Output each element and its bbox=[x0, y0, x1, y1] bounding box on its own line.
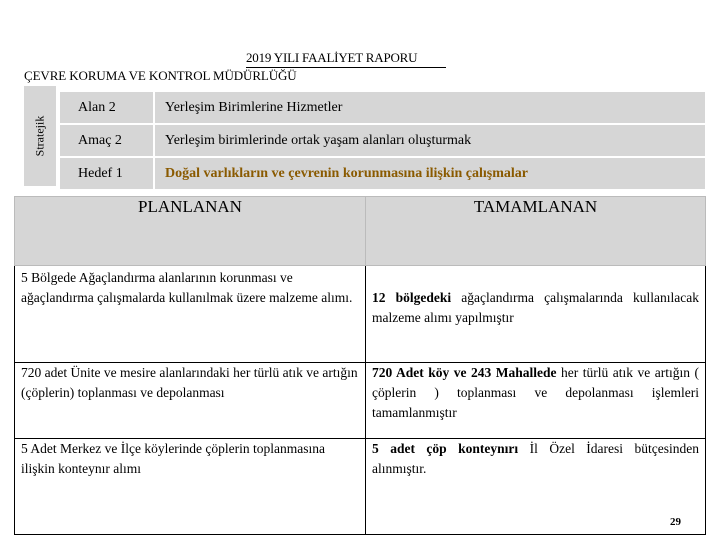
completed-cell bbox=[366, 266, 706, 363]
completed-highlight: 720 Adet köy ve 243 Mahallede bbox=[372, 365, 557, 380]
strategy-row-goal bbox=[60, 124, 705, 157]
table-row bbox=[15, 439, 706, 535]
strategy-key: Hedef 1 bbox=[60, 157, 154, 190]
strategy-row-area bbox=[60, 92, 705, 124]
plan-table-header bbox=[15, 197, 706, 266]
column-header-completed: TAMAMLANAN bbox=[366, 197, 706, 266]
completed-highlight: 12 bölgedeki bbox=[372, 290, 452, 305]
strategy-table bbox=[60, 92, 705, 191]
column-header-planned: PLANLANAN bbox=[15, 197, 366, 266]
strategy-side-label: Stratejik bbox=[32, 115, 47, 157]
report-title: 2019 YILI FAALİYET RAPORU bbox=[246, 50, 418, 65]
table-row bbox=[15, 363, 706, 439]
strategy-key: Alan 2 bbox=[60, 92, 154, 124]
strategy-value: Yerleşim Birimlerine Hizmetler bbox=[154, 92, 705, 124]
completed-text: İl Özel İdaresi bütçesinden alınmıştır. bbox=[372, 441, 699, 476]
department-title: ÇEVRE KORUMA VE KONTROL MÜDÜRLÜĞÜ bbox=[24, 68, 297, 83]
planned-cell: 720 adet Ünite ve mesire alanlarındaki her türlü atık ve artığın (çöplerin) toplanması ve depolanması bbox=[15, 363, 366, 439]
completed-cell bbox=[366, 439, 706, 535]
strategy-row-target bbox=[60, 157, 705, 190]
strategy-value: Doğal varlıkların ve çevrenin korunmasına ilişkin çalışmalar bbox=[154, 157, 705, 190]
completed-text: ağaçlandırma çalışmalarında kullanılacak malzeme alımı yapılmıştır bbox=[372, 290, 699, 325]
completed-cell bbox=[366, 363, 706, 439]
table-row bbox=[15, 266, 706, 363]
planned-cell: 5 Adet Merkez ve İlçe köylerinde çöplerin toplanmasına ilişkin konteynır alımı bbox=[15, 439, 366, 535]
completed-text: her türlü atık ve artığın ( çöplerin ) toplanması ve depolanması işlemleri tamamlanmıştır bbox=[372, 365, 699, 420]
plan-table bbox=[14, 196, 706, 535]
planned-cell: 5 Bölgede Ağaçlandırma alanlarının korunması ve ağaçlandırma çalışmalarda kullanılmak üzere malzeme alımı. bbox=[15, 266, 366, 363]
page-number: 29 bbox=[670, 516, 681, 528]
strategy-value: Yerleşim birimlerinde ortak yaşam alanları oluşturmak bbox=[154, 124, 705, 157]
completed-highlight: 5 adet çöp konteynırı bbox=[372, 441, 519, 456]
strategy-key: Amaç 2 bbox=[60, 124, 154, 157]
